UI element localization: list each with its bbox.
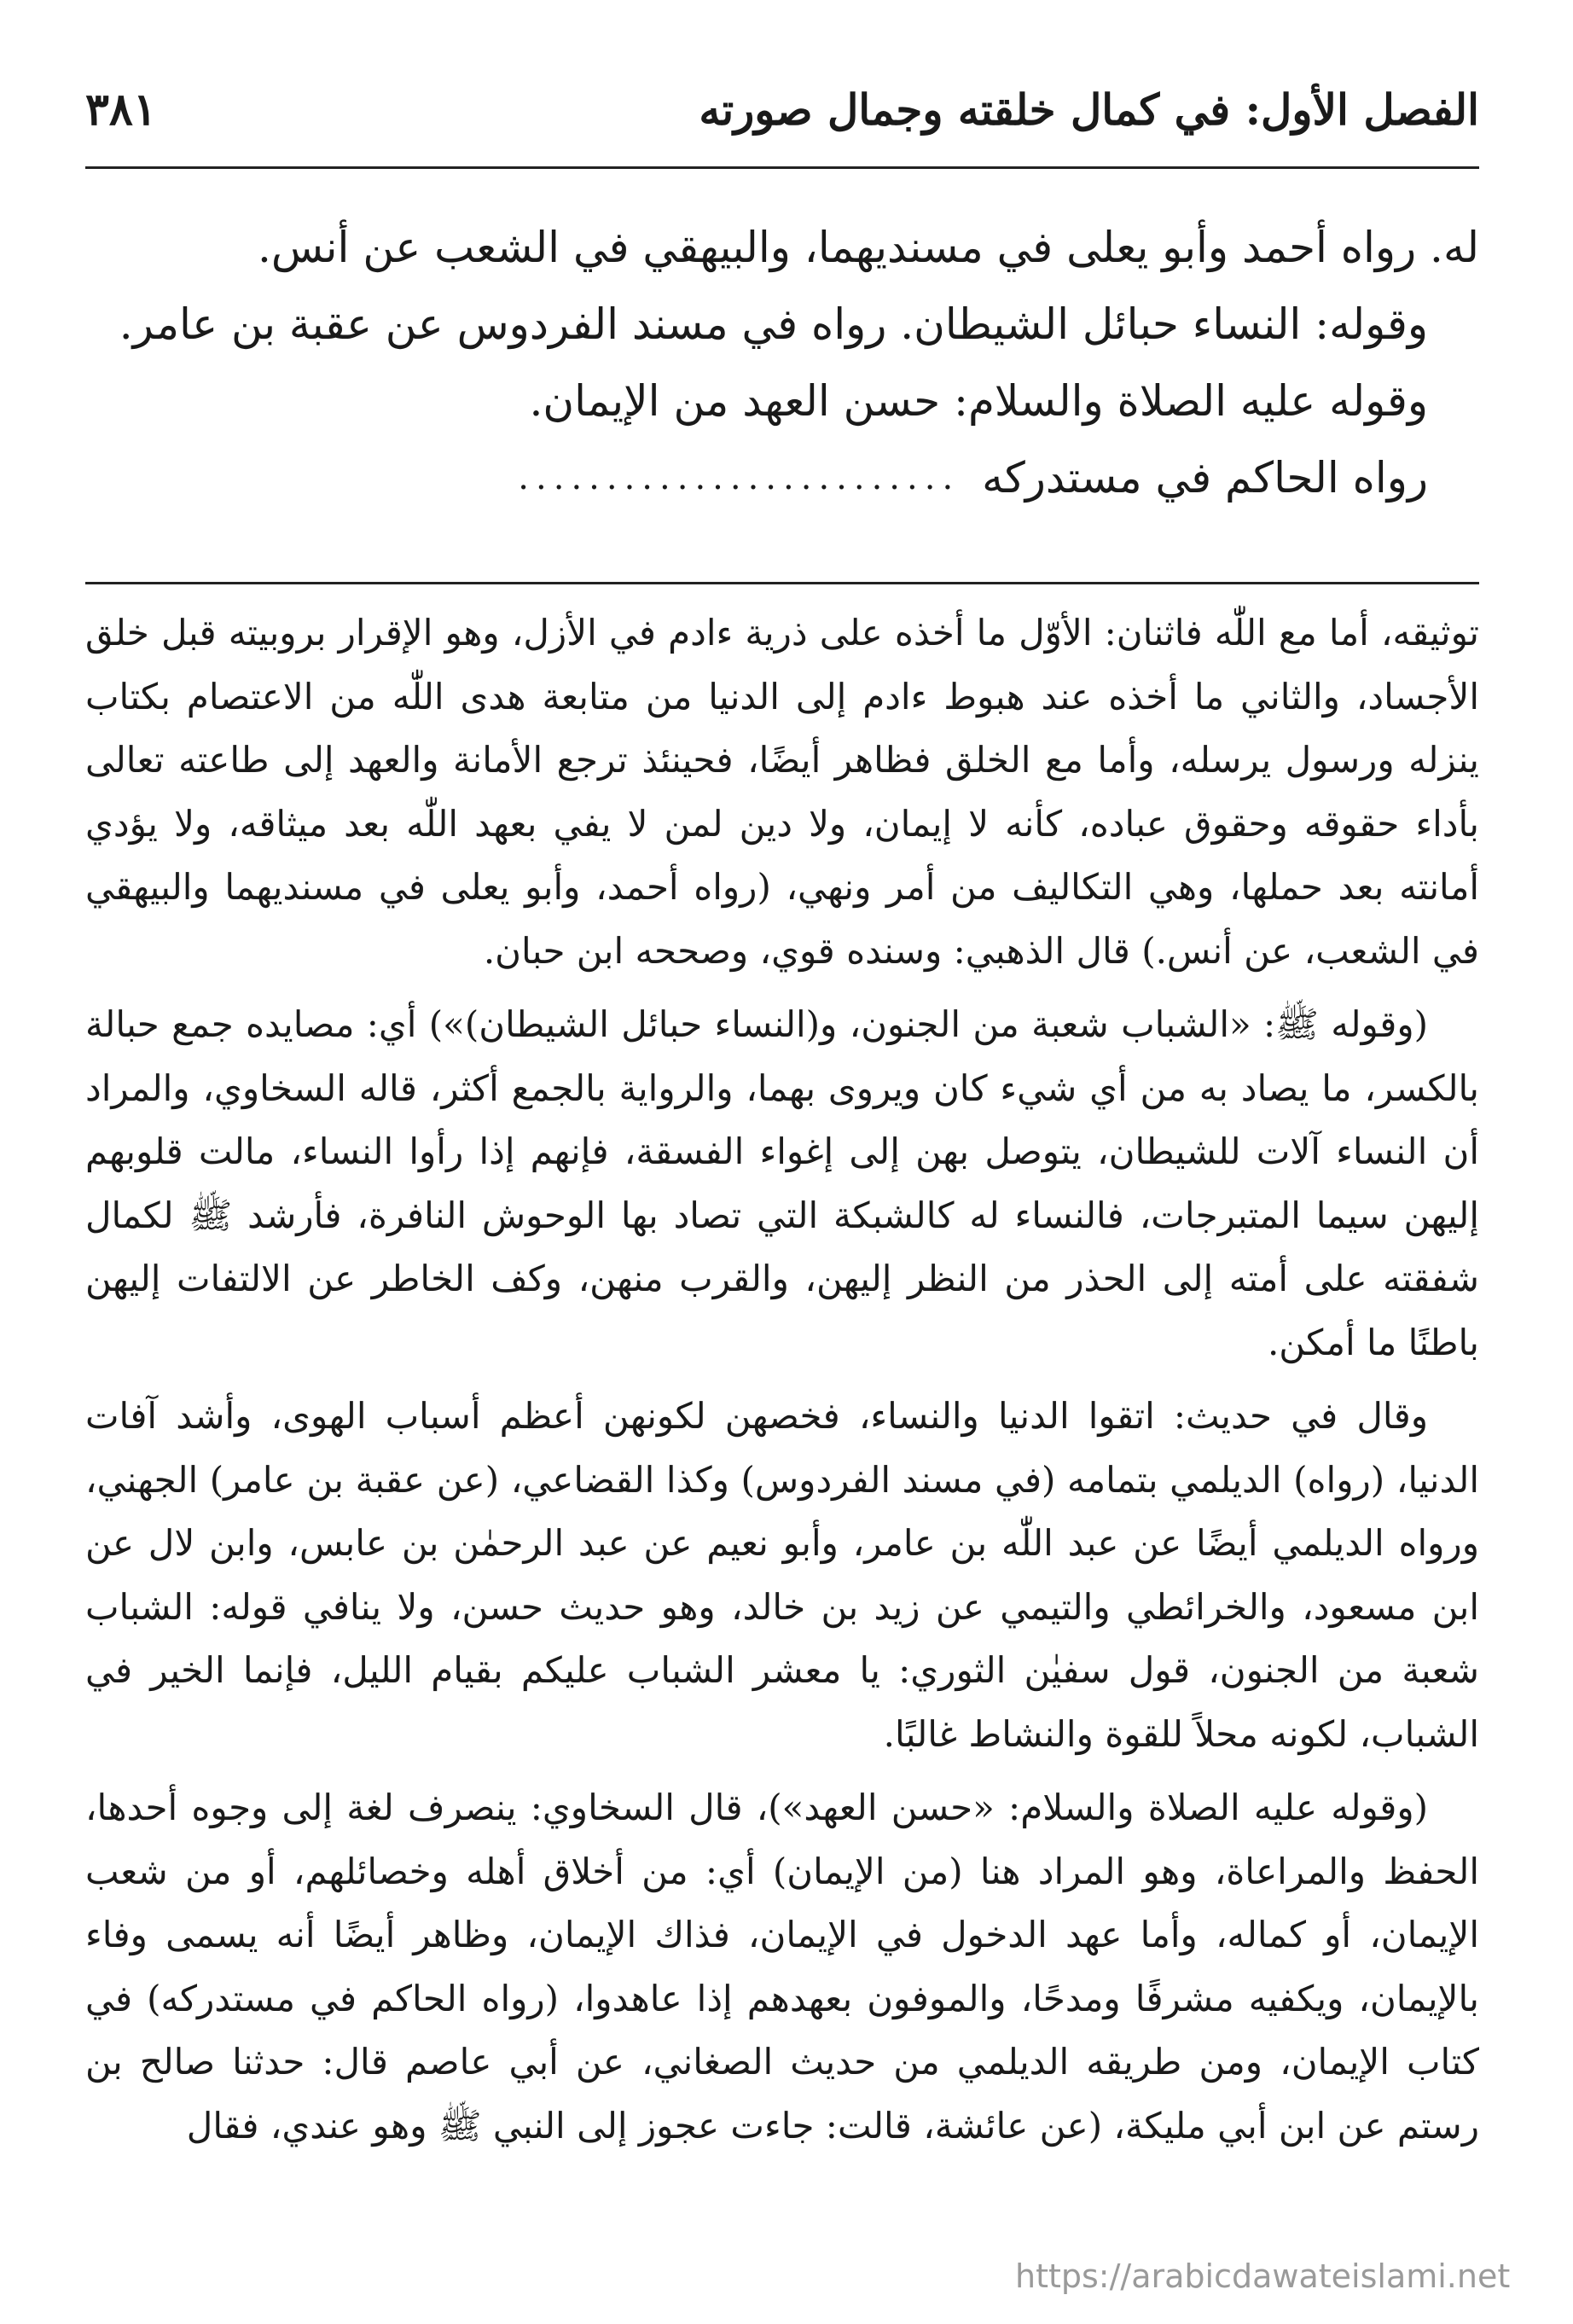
matn-line: وقوله عليه الصلاة والسلام: حسن العهد من الإيمان. (529, 376, 1428, 426)
matn-line: له. رواه أحمد وأبو يعلى في مسنديهما، والبيهقي في الشعب عن أنس. (257, 223, 1479, 272)
watermark-url: https://arabicdawateislami.net (1015, 2257, 1511, 2295)
main-text (85, 209, 1479, 516)
page-number: ٣٨١ (85, 83, 157, 136)
chapter-title: الفصل الأول: في كمال خلقته وجمال صورته (699, 84, 1479, 135)
dot-leader: ......................... (518, 458, 961, 497)
matn-line: رواه الحاكم في مستدركه (982, 453, 1428, 503)
commentary-paragraph: (وقوله ﷺ: «الشباب شعبة من الجنون، و(النساء حبائل الشيطان)») أي: مصايده جمع حبالة بالكسر، ما يصاد به من أي شيء كان ويروى بهما، والرواية بالجمع أكثر، قاله السخاوي، والمراد أن النساء آلات للشيطان، يتوصل بهن إلى إغواء الفسقة، فإنهم إذا رأوا النساء، مالت قلوبهم إليهن سيما المتبرجات، فالنساء له كالشبكة التي تصاد بها الوحوش النافرة، فأرشد ﷺ لكمال شفقته على أمته إلى الحذر من النظر إليهن، والقرب منهن، وكف الخاطر عن الالتفات إليهن باطنًا ما أمكن. (85, 1003, 1479, 1363)
commentary-text (85, 601, 1479, 2168)
header-rule (85, 166, 1479, 169)
matn-line: وقوله: النساء حبائل الشيطان. رواه في مسند الفردوس عن عقبة بن عامر. (119, 299, 1428, 349)
commentary-divider (85, 582, 1479, 584)
commentary-paragraph: وقال في حديث: اتقوا الدنيا والنساء، فخصهن لكونهن أعظم أسباب الهوى، وأشد آفات الدنيا، (رواه) الديلمي بتمامه (في مسند الفردوس) وكذا القضاعي، (عن عقبة بن عامر) الجهني، ورواه الديلمي أيضًا عن عبد اللّٰه بن عامر، وأبو نعيم عن عبد الرحمٰن بن عابس، وابن لال عن ابن مسعود، والخرائطي والتيمي عن زيد بن خالد، وهو حديث حسن، ولا ينافي قوله: الشباب شعبة من الجنون، قول سفيٰن الثوري: يا معشر الشباب عليكم بقيام الليل، فإنما الخير في الشباب، لكونه محلاً للقوة والنشاط غالبًا. (85, 1395, 1479, 1755)
matn-line-with-dots (85, 439, 1479, 516)
commentary-paragraph: توثيقه، أما مع اللّٰه فاثنان: الأوّل ما أخذه على ذرية ءادم في الأزل، وهو الإقرار بروبيته قبل خلق الأجساد، والثاني ما أخذه عند هبوط ءادم إلى الدنيا من متابعة هدى اللّٰه من الاعتصام بكتاب ينزله ورسول يرسله، وأما مع الخلق فظاهر أيضًا، فحينئذ ترجع الأمانة والعهد إلى طاعته تعالى بأداء حقوقه وحقوق عباده، كأنه لا إيمان، ولا دين لمن لا يفي بعهد اللّٰه بعد ميثاقه، ولا يؤدي أمانته بعد حملها، وهي التكاليف من أمر ونهي، (رواه أحمد، وأبو يعلى في مسنديهما والبيهقي في الشعب، عن أنس.) قال الذهبي: وسنده قوي، وصححه ابن حبان. (85, 612, 1480, 972)
commentary-paragraph: (وقوله عليه الصلاة والسلام: «حسن العهد»)، قال السخاوي: ينصرف لغة إلى وجوه أحدها، الحفظ والمراعاة، وهو المراد هنا (من الإيمان) أي: من أخلاق أهله وخصائلهم، أو من شعب الإيمان، أو كماله، وأما عهد الدخول في الإيمان، فذاك الإيمان، وظاهر أيضًا أنه يسمى وفاء بالإيمان، ويكفيه مشرفًا ومدحًا، والموفون بعهدهم إذا عاهدوا، (رواه الحاكم في مستدركه) في كتاب الإيمان، ومن طريقه الديلمي من حديث الصغاني، عن أبي عاصم قال: حدثنا صالح بن رستم عن ابن أبي مليكة، (عن عائشة، قالت: جاءت عجوز إلى النبي ﷺ وهو عندي، فقال (85, 1787, 1479, 2147)
page-header (85, 75, 1479, 143)
book-page (85, 0, 1479, 2324)
